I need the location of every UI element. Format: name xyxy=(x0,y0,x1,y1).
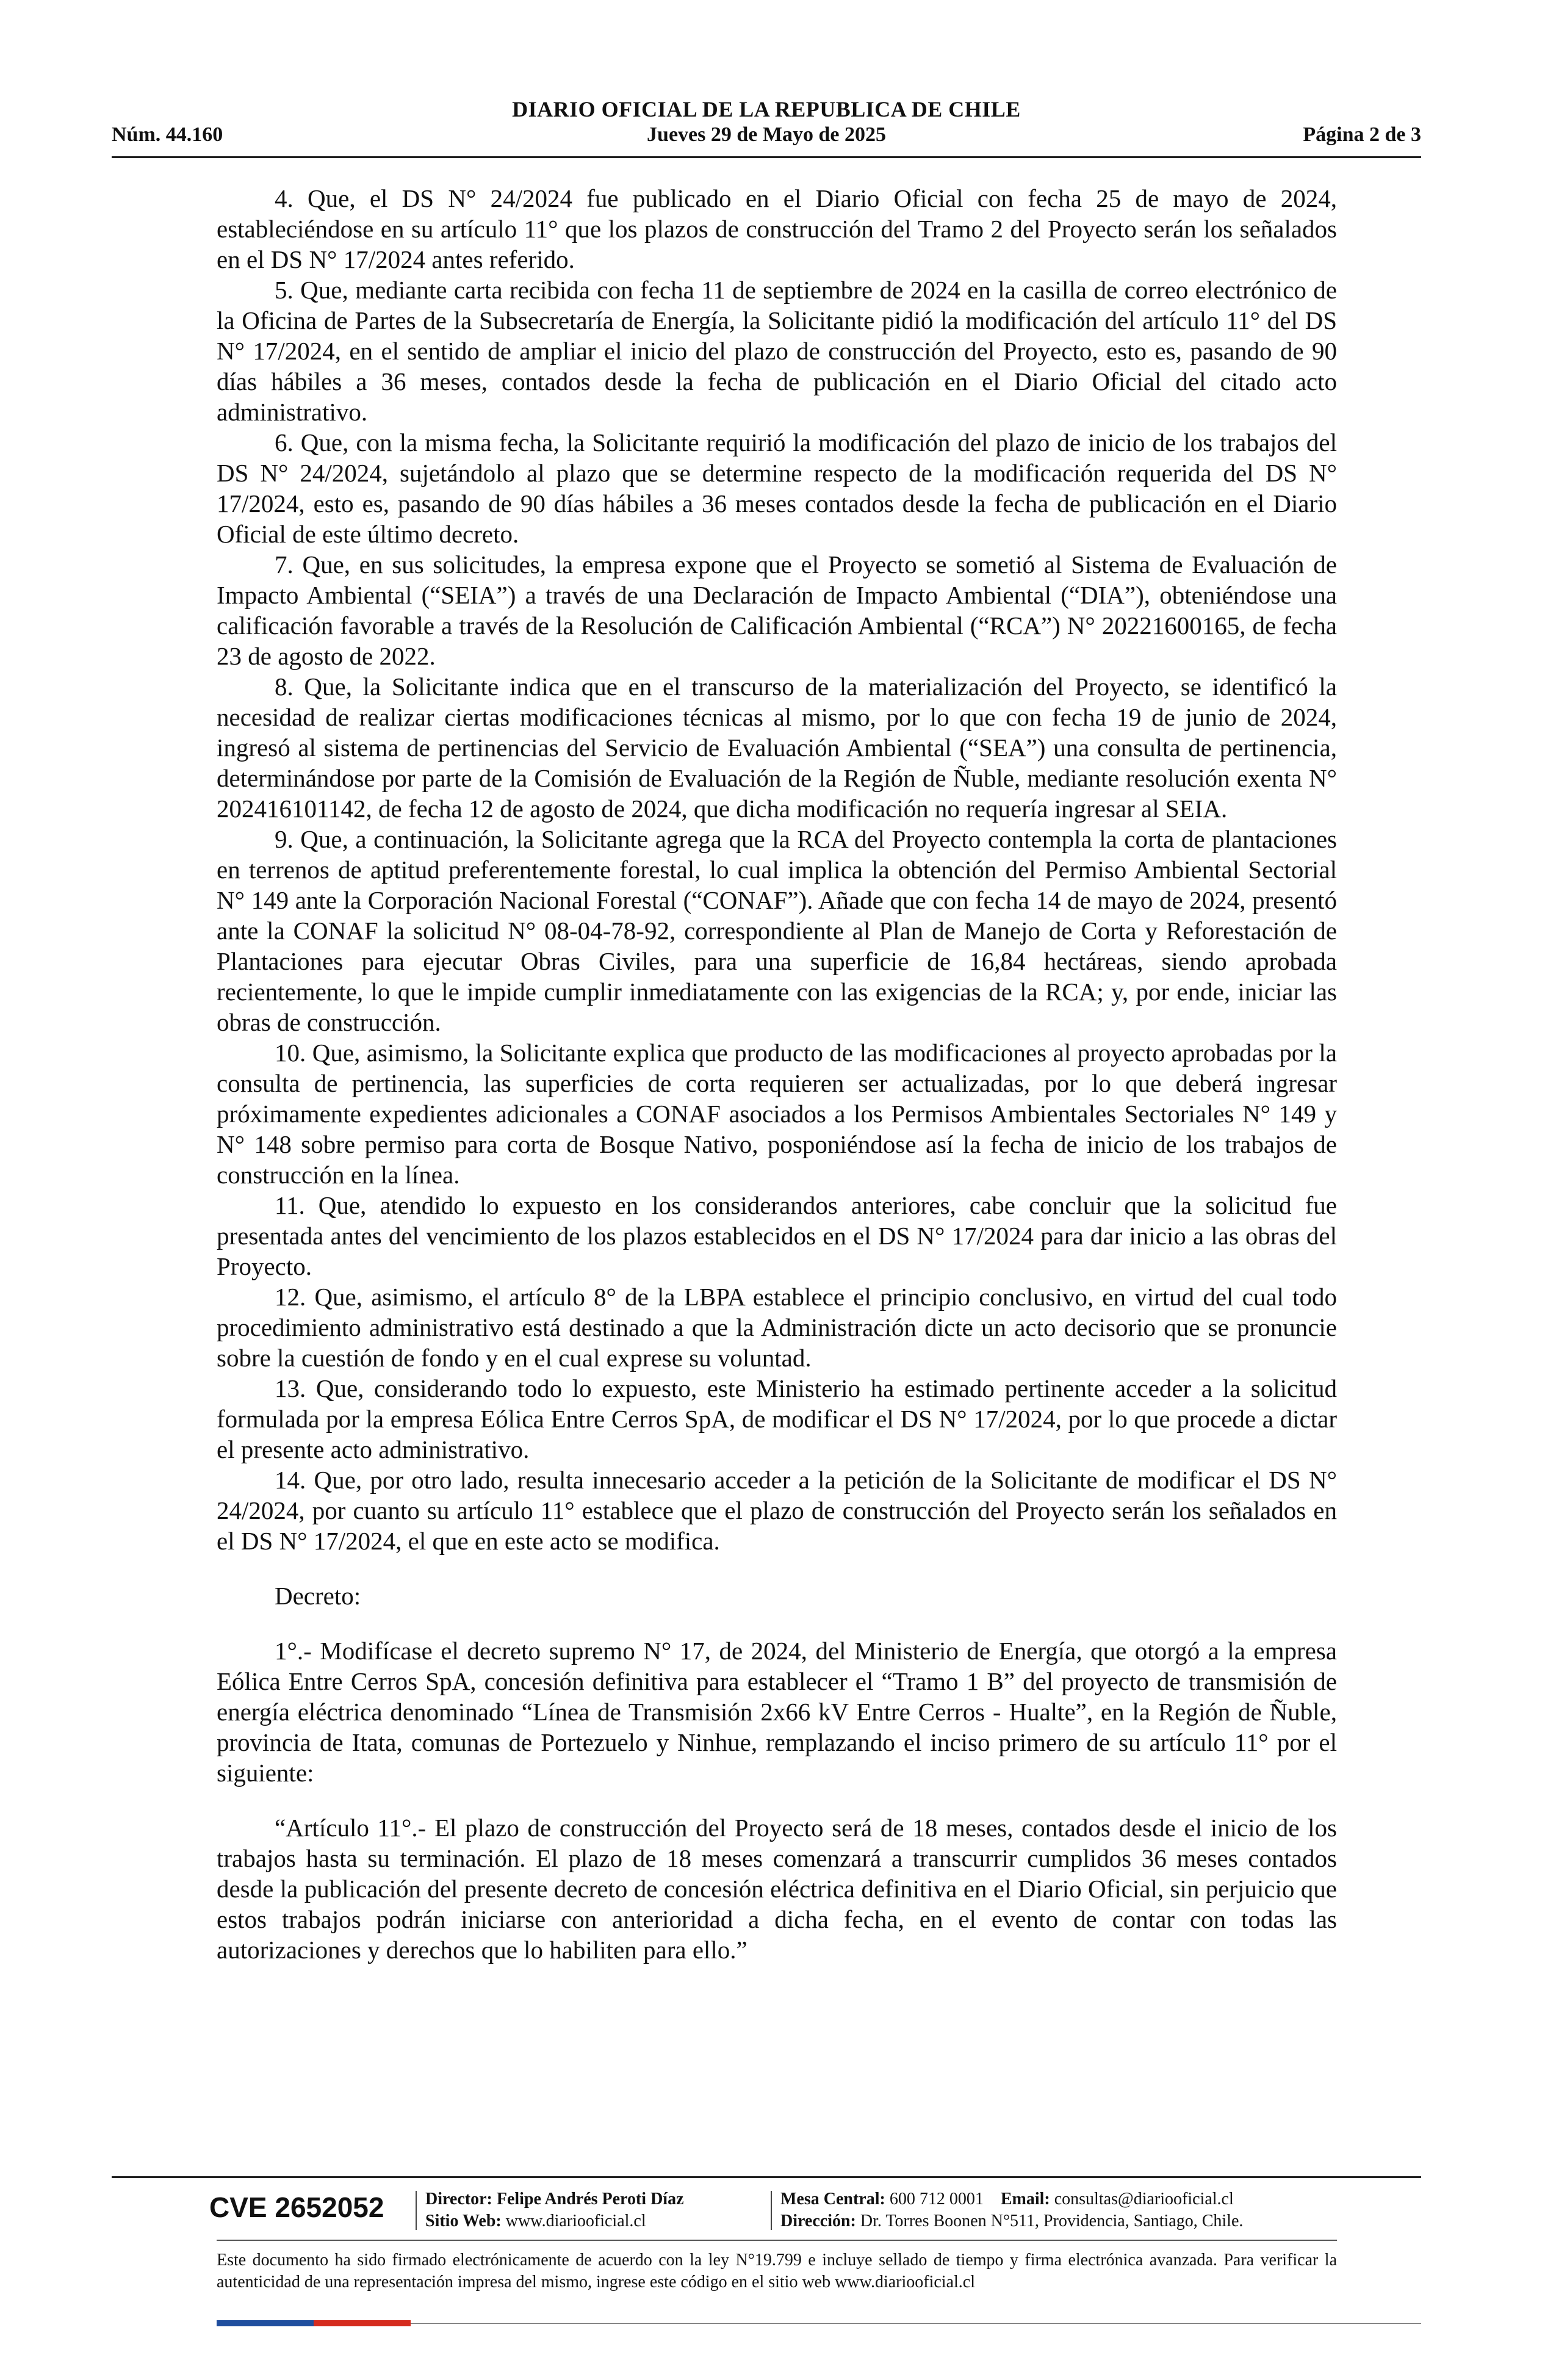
issue-number: Núm. 44.160 xyxy=(112,123,223,146)
footer-divider-middle xyxy=(217,2240,1337,2241)
issue-date: Jueves 29 de Mayo de 2025 xyxy=(647,123,886,146)
document-body xyxy=(217,183,1337,1965)
email-link[interactable]: consultas@diariooficial.cl xyxy=(1054,2190,1234,2209)
footer-info xyxy=(112,2186,1421,2235)
page-number: Página 2 de 3 xyxy=(1303,123,1421,146)
website-link[interactable]: www.diariooficial.cl xyxy=(505,2212,646,2230)
director-label: Director: xyxy=(425,2190,492,2209)
considerando-4: 4. Que, el DS N° 24/2024 fue publicado en el Diario Oficial con fecha 25 de mayo de 2024, estableciéndose en su artículo 11° que los plazos de construcción del Tramo 2 del Proyecto serán los señalados en el DS N° 17/2024 antes referido. xyxy=(217,184,1337,273)
footer-divider-top xyxy=(112,2176,1421,2178)
considerando-8: 8. Que, la Solicitante indica que en el transcurso de la materialización del Proyecto, se identificó la necesidad de realizar ciertas modificaciones técnicas al mismo, por lo que con fecha 19 de junio de 2024, ingresó al sistema de pertinencias del Servicio de Evaluación Ambiental (“SEA”) una consulta de pertinencia, determinándose por parte de la Comisión de Evaluación de la Región de Ñuble, mediante resolución exenta N° 202416101142, de fecha 12 de agosto de 2024, que dicha modificación no requería ingresar al SEIA. xyxy=(217,673,1337,823)
considerando-10: 10. Que, asimismo, la Solicitante explica que producto de las modificaciones al proyecto aprobadas por la consulta de pertinencia, las superficies de corta requieren ser actualizadas, por lo que deberá ingresar próximamente expedientes adicionales a CONAF asociados a los Permisos Ambientales Sectoriales N° 149 y N° 148 sobre permiso para corta de Bosque Nativo, posponiéndose así la fecha de inicio de los trabajos de construcción en la línea. xyxy=(217,1039,1337,1189)
address-value: Dr. Torres Boonen N°511, Providencia, Santiago, Chile. xyxy=(860,2212,1244,2230)
considerando-14: 14. Que, por otro lado, resulta innecesario acceder a la petición de la Solicitante de modificar el DS N° 24/2024, por cuanto su artículo 11° establece que el plazo de construcción del Proyecto serán los señalados en el DS N° 17/2024, el que en este acto se modifica. xyxy=(217,1466,1337,1555)
address-label: Dirección: xyxy=(780,2212,856,2230)
chile-flag-stripe xyxy=(217,2320,411,2326)
publication-title: DIARIO OFICIAL DE LA REPUBLICA DE CHILE xyxy=(512,97,1021,121)
considerando-11: 11. Que, atendido lo expuesto en los considerandos anteriores, cabe concluir que la solicitud fue presentada antes del vencimiento de los plazos establecidos en el DS N° 17/2024 para dar inicio a las obras del Proyecto. xyxy=(217,1191,1337,1280)
considerando-7: 7. Que, en sus solicitudes, la empresa expone que el Proyecto se sometió al Sistema de Evaluación de Impacto Ambiental (“SEIA”) a través de una Declaración de Impacto Ambiental (“DIA”), obteniéndose una calificación favorable a través de la Resolución de Calificación Ambiental (“RCA”) N° 20221600165, de fecha 23 de agosto de 2022. xyxy=(217,550,1337,670)
footer-separator xyxy=(416,2191,417,2230)
footer-director-column xyxy=(425,2188,684,2232)
considerando-9: 9. Que, a continuación, la Solicitante agrega que la RCA del Proyecto contempla la corta de plantaciones en terrenos de aptitud preferentemente forestal, lo cual implica la obtención del Permiso Ambiental Sectorial N° 149 ante la Corporación Nacional Forestal (“CONAF”). Añade que con fecha 14 de mayo de 2024, presentó ante la CONAF la solicitud N° 08-04-78-92, correspondiente al Plan de Manejo de Corta y Reforestación de Plantaciones para ejecutar Obras Civiles, para una superficie de 16,84 hectáreas, siendo aprobada recientemente, lo que le impide cumplir inmediatamente con las exigencias de la RCA; y, por ende, iniciar las obras de construcción. xyxy=(217,825,1337,1036)
article-11-quote: “Artículo 11°.- El plazo de construcción del Proyecto será de 18 meses, contados desde el inicio de los trabajos hasta su terminación. El plazo de 18 meses comenzará a transcurrir cumplidos 36 meses contados desde la publicación del presente decreto de concesión eléctrica definitiva en el Diario Oficial, sin perjuicio que estos trabajos podrán iniciarse con anterioridad a dicha fecha, en el evento de contar con todas las autorizaciones y derechos que lo habiliten para ello.” xyxy=(217,1814,1337,1964)
signature-notice: Este documento ha sido firmado electrónicamente de acuerdo con la ley N°19.799 e incluye sellado de tiempo y firma electrónica avanzada. Para verificar la autenticidad de una representación impresa del mismo, ingrese este código en el sitio web www.diariooficial.cl xyxy=(217,2251,1337,2292)
contact-line xyxy=(780,2188,1243,2210)
spacer xyxy=(217,1611,1337,1635)
decreto-heading: Decreto: xyxy=(275,1582,361,1610)
footer-divider-bottom xyxy=(411,2323,1421,2324)
address-line xyxy=(780,2210,1243,2232)
footer-separator xyxy=(771,2191,772,2230)
cve-code: CVE 2652052 xyxy=(209,2191,384,2223)
footer-contact-column xyxy=(780,2188,1243,2232)
email-label: Email: xyxy=(1000,2190,1050,2209)
page-header xyxy=(112,92,1421,159)
header-divider xyxy=(112,156,1421,158)
header-info-row xyxy=(112,123,1421,151)
director-line xyxy=(425,2188,684,2210)
website-label: Sitio Web: xyxy=(425,2212,502,2230)
director-name: Felipe Andrés Peroti Díaz xyxy=(496,2190,684,2209)
considerando-13: 13. Que, considerando todo lo expuesto, este Ministerio ha estimado pertinente acceder a la solicitud formulada por la empresa Eólica Entre Cerros SpA, de modificar el DS N° 17/2024, por lo que procede a dictar el presente acto administrativo. xyxy=(217,1374,1337,1463)
article-1: 1°.- Modifícase el decreto supremo N° 17, de 2024, del Ministerio de Energía, que otorgó a la empresa Eólica Entre Cerros SpA, concesión definitiva para establecer el “Tramo 1 B” del proyecto de transmisión de energía eléctrica denominado “Línea de Transmisión 2x66 kV Entre Cerros - Hualte”, en la Región de Ñuble, provincia de Itata, comunas de Portezuelo y Ninhue, remplazando el inciso primero de su artículo 11° por el siguiente: xyxy=(217,1637,1337,1787)
spacer xyxy=(217,1788,1337,1812)
considerando-12: 12. Que, asimismo, el artículo 8° de la LBPA establece el principio conclusivo, en virtud del cual todo procedimiento administrativo está destinado a que la Administración dicte un acto decisorio que se pronuncie sobre la cuestión de fondo y en el cual exprese su voluntad. xyxy=(217,1283,1337,1372)
flag-red-segment xyxy=(314,2320,411,2326)
considerando-6: 6. Que, con la misma fecha, la Solicitante requirió la modificación del plazo de inicio de los trabajos del DS N° 24/2024, sujetándolo al plazo que se determine respecto de la modificación requerida del DS N° 17/2024, esto es, pasando de 90 días hábiles a 36 meses contados desde la fecha de publicación en el Diario Oficial de este último decreto. xyxy=(217,428,1337,548)
considerando-5: 5. Que, mediante carta recibida con fecha 11 de septiembre de 2024 en la casilla de correo electrónico de la Oficina de Partes de la Subsecretaría de Energía, la Solicitante pidió la modificación del artículo 11° del DS N° 17/2024, en el sentido de ampliar el inicio del plazo de construcción del Proyecto, esto es, pasando de 90 días hábiles a 36 meses, contados desde la fecha de publicación en el Diario Oficial del citado acto administrativo. xyxy=(217,276,1337,426)
phone-value: 600 712 0001 xyxy=(889,2190,984,2209)
phone-label: Mesa Central: xyxy=(780,2190,885,2209)
website-line xyxy=(425,2210,684,2232)
flag-blue-segment xyxy=(217,2320,314,2326)
